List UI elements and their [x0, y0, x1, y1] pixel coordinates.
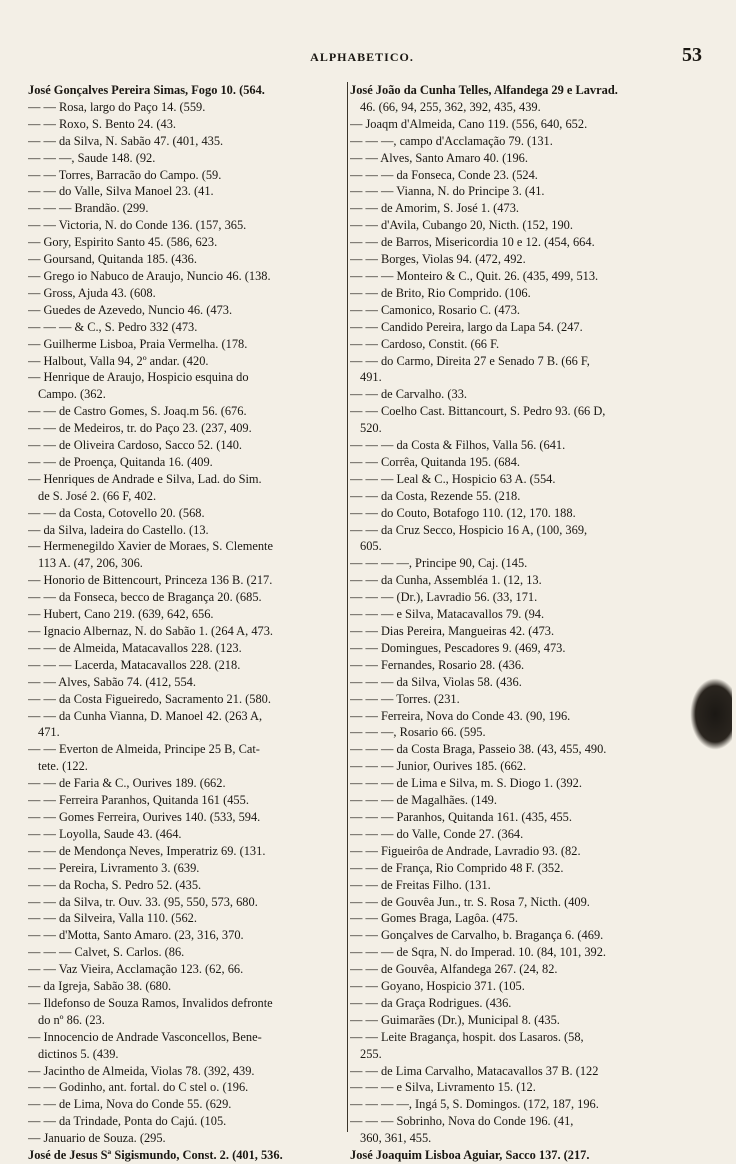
directory-entry-line: tete. (122.: [38, 759, 88, 774]
directory-entry-line: — Januario de Souza. (295.: [28, 1131, 166, 1146]
directory-entry-line: — — Gomes Braga, Lagôa. (475.: [350, 911, 518, 926]
directory-entry-line: — — de Amorim, S. José 1. (473.: [350, 201, 519, 216]
directory-entry-line: — — Corrêa, Quitanda 195. (684.: [350, 454, 520, 469]
directory-entry-line: 471.: [38, 725, 60, 740]
directory-entry-line: — — Alves, Santo Amaro 40. (196.: [350, 150, 528, 165]
directory-entry-line: — — Pereira, Livramento 3. (639.: [28, 860, 200, 875]
directory-entry-line: — — — Torres. (231.: [350, 691, 460, 706]
directory-entry-line: — — Gonçalves de Carvalho, b. Bragança 6. (469.: [350, 928, 604, 943]
directory-entry-line: — — de Freitas Filho. (131.: [350, 877, 491, 892]
directory-entry-line: — — de Mendonça Neves, Imperatriz 69. (131.: [28, 843, 266, 858]
directory-entry-line: — — — e Silva, Matacavallos 79. (94.: [350, 607, 545, 622]
directory-entry-line: — — de Gouvêa Jun., tr. S. Rosa 7, Nicth. (409.: [350, 894, 590, 909]
directory-entry-line: — — de Almeida, Matacavallos 228. (123.: [28, 640, 242, 655]
directory-entry-line: — Ildefonso de Souza Ramos, Invalidos defronte: [28, 995, 273, 1010]
binding-edge-shadow: [690, 678, 732, 750]
directory-entry-line: — Grego io Nabuco de Araujo, Nuncio 46. (138.: [28, 268, 271, 283]
directory-entry-line: de S. José 2. (66 F, 402.: [38, 488, 157, 503]
directory-entry-line: — — de França, Rio Comprido 48 F. (352.: [350, 860, 564, 875]
directory-entry-line: — — de Gouvêa, Alfandega 267. (24, 82.: [350, 962, 558, 977]
directory-entry-line: — Hubert, Cano 219. (639, 642, 656.: [28, 607, 214, 622]
directory-entry-line: — — — Lacerda, Matacavallos 228. (218.: [28, 657, 241, 672]
directory-entry-line: — — da Cunha, Assembléa 1. (12, 13.: [350, 573, 542, 588]
directory-entry-line: José Joaquim Lisboa Aguiar, Sacco 137. (217.: [350, 1148, 590, 1163]
directory-entry-line: — Hermenegildo Xavier de Moraes, S. Clemente: [28, 539, 273, 554]
directory-entry-line: — — de Medeiros, tr. do Paço 23. (237, 409.: [28, 421, 252, 436]
directory-entry-line: — — da Costa Figueiredo, Sacramento 21. (580.: [28, 691, 271, 706]
running-title: ALPHABETICO.: [310, 50, 414, 64]
directory-entry-line: — — — da Costa Braga, Passeio 38. (43, 455, 490.: [350, 742, 607, 757]
directory-entry-line: — — da Silva, tr. Ouv. 33. (95, 550, 573, 680.: [28, 894, 258, 909]
directory-entry-line: — — do Carmo, Direita 27 e Senado 7 B. (66 F,: [350, 353, 590, 368]
directory-entry-line: — — Guimarães (Dr.), Municipal 8. (435.: [350, 1012, 560, 1027]
directory-entry-line: — — Rosa, largo do Paço 14. (559.: [28, 99, 206, 114]
directory-entry-line: — — — da Costa & Filhos, Valla 56. (641.: [350, 438, 566, 453]
directory-entry-line: — Ignacio Albernaz, N. do Sabão 1. (264 A, 473.: [28, 624, 274, 638]
directory-entry-line: — — — —, Ingá 5, S. Domingos. (172, 187, 196.: [350, 1097, 599, 1112]
directory-entry-line: — — — & C., S. Pedro 332 (473.: [28, 319, 198, 334]
directory-entry-line: — — Everton de Almeida, Principe 25 B, Cat-: [28, 742, 260, 757]
directory-entry-line: — — de Lima, Nova do Conde 55. (629.: [28, 1097, 232, 1112]
directory-entry-line: — — — Monteiro & C., Quit. 26. (435, 499, 513.: [350, 268, 599, 283]
directory-columns: [28, 82, 696, 1163]
directory-entry-line: — — de Lima Carvalho, Matacavallos 37 B. (122: [350, 1063, 599, 1078]
directory-entry-line: — — de Faria & C., Ourives 189. (662.: [28, 776, 226, 791]
directory-entry-line: — — Godinho, ant. fortal. do C stel o. (196.: [28, 1080, 249, 1095]
directory-entry-line: 255.: [360, 1046, 382, 1061]
directory-entry-line: — — de Proença, Quitanda 16. (409.: [28, 454, 213, 469]
directory-entry-line: 605.: [360, 539, 382, 554]
directory-entry-line: 113 A. (47, 206, 306.: [38, 556, 143, 571]
directory-entry-line: — — Figueirôa de Andrade, Lavradio 93. (82.: [350, 843, 581, 858]
directory-entry-line: — Gory, Espirito Santo 45. (586, 623.: [28, 235, 218, 250]
directory-entry-line: — — da Cruz Secco, Hospicio 16 A, (100, 369,: [350, 522, 588, 537]
directory-entry-line: José de Jesus Sª Sigismundo, Const. 2. (401, 536.: [28, 1148, 283, 1163]
directory-entry-line: — — Coelho Cast. Bittancourt, S. Pedro 93. (66 D,: [350, 404, 606, 419]
directory-entry-line: — — de Barros, Misericordia 10 e 12. (454, 664.: [350, 235, 595, 250]
directory-entry-line: — — — da Silva, Violas 58. (436.: [350, 674, 522, 689]
directory-entry-line: — — — de Sqra, N. do Imperad. 10. (84, 101, 392.: [350, 945, 607, 960]
directory-entry-line: — — — de Magalhães. (149.: [350, 793, 497, 808]
directory-entry-line: — — do Couto, Botafogo 110. (12, 170. 188.: [350, 505, 576, 520]
directory-entry-line: — Guedes de Azevedo, Nuncio 46. (473.: [28, 302, 233, 317]
directory-entry-line: — — Loyolla, Saude 43. (464.: [28, 826, 182, 841]
directory-entry-line: — — Fernandes, Rosario 28. (436.: [350, 657, 525, 672]
directory-entry-line: — — de Brito, Rio Comprido. (106.: [350, 285, 531, 300]
directory-entry-line: — Gross, Ajuda 43. (608.: [28, 285, 156, 300]
directory-entry-line: — Guilherme Lisboa, Praia Vermelha. (178.: [28, 336, 248, 351]
directory-entry-line: — — d'Motta, Santo Amaro. (23, 316, 370.: [28, 928, 244, 943]
directory-entry-line: — da Igreja, Sabão 38. (680.: [28, 979, 172, 994]
directory-entry-line: — — —, Rosario 66. (595.: [350, 725, 486, 740]
directory-entry-line: 46. (66, 94, 255, 362, 392, 435, 439.: [360, 99, 541, 114]
directory-entry-line: — — — e Silva, Livramento 15. (12.: [350, 1080, 536, 1095]
directory-entry-line: José João da Cunha Telles, Alfandega 29 e Lavrad.: [350, 83, 618, 97]
directory-entry-line: — — — Brandão. (299.: [28, 201, 149, 216]
directory-entry-line: — da Silva, ladeira do Castello. (13.: [28, 522, 209, 537]
directory-entry-line: — Henrique de Araujo, Hospicio esquina do: [28, 370, 249, 385]
directory-entry-line: — — Borges, Violas 94. (472, 492.: [350, 252, 526, 267]
directory-entry-line: — — — (Dr.), Lavradio 56. (33, 171.: [350, 590, 538, 605]
column-divider: [347, 82, 348, 1132]
page-number: 53: [682, 44, 702, 66]
page-header: [30, 44, 702, 74]
directory-entry-line: — — de Castro Gomes, S. Joaq.m 56. (676.: [28, 404, 247, 419]
right-column: [350, 82, 668, 1163]
directory-entry-line: — — da Fonseca, becco de Bragança 20. (685.: [28, 590, 262, 605]
directory-entry-line: — — Cardoso, Constit. (66 F.: [350, 336, 500, 351]
directory-entry-line: — — Candido Pereira, largo da Lapa 54. (247.: [350, 319, 583, 334]
directory-entry-line: — — — Leal & C., Hospicio 63 A. (554.: [350, 471, 556, 486]
directory-entry-line: 491.: [360, 370, 382, 385]
directory-entry-line: — Honorio de Bittencourt, Princeza 136 B. (217.: [28, 573, 273, 588]
directory-entry-line: — Innocencio de Andrade Vasconcellos, Bene-: [28, 1029, 262, 1044]
directory-entry-line: — Joaqm d'Almeida, Cano 119. (556, 640, 652.: [350, 116, 588, 131]
directory-entry-line: — — — Sobrinho, Nova do Conde 196. (41,: [350, 1114, 574, 1129]
directory-entry-line: — — —, campo d'Acclamação 79. (131.: [350, 133, 553, 148]
directory-entry-line: — — da Silva, N. Sabão 47. (401, 435.: [28, 133, 224, 148]
directory-entry-line: — Goursand, Quitanda 185. (436.: [28, 252, 197, 267]
directory-entry-line: 360, 361, 455.: [360, 1131, 432, 1146]
directory-entry-line: — — — Junior, Ourives 185. (662.: [350, 759, 527, 774]
directory-entry-line: — Jacintho de Almeida, Violas 78. (392, 439.: [28, 1063, 255, 1078]
left-column: [28, 82, 346, 1163]
directory-entry-line: — — da Rocha, S. Pedro 52. (435.: [28, 877, 202, 892]
directory-entry-line: — — de Oliveira Cardoso, Sacco 52. (140.: [28, 438, 243, 453]
directory-entry-line: — — Camonico, Rosario C. (473.: [350, 302, 521, 317]
directory-entry-line: — — Gomes Ferreira, Ourives 140. (533, 594.: [28, 809, 261, 824]
directory-entry-line: — — de Carvalho. (33.: [350, 387, 467, 402]
directory-entry-line: — — — Calvet, S. Carlos. (86.: [28, 945, 185, 960]
directory-entry-line: — — da Trindade, Ponta do Cajú. (105.: [28, 1114, 227, 1129]
directory-entry-line: — — Victoria, N. do Conde 136. (157, 365.: [28, 218, 247, 233]
directory-entry-line: dictinos 5. (439.: [38, 1046, 119, 1061]
directory-entry-line: — — Alves, Sabão 74. (412, 554.: [28, 674, 196, 689]
directory-entry-line: — — — Paranhos, Quitanda 161. (435, 455.: [350, 809, 572, 824]
directory-entry-line: José Gonçalves Pereira Simas, Fogo 10. (564.: [28, 83, 265, 97]
directory-entry-line: — — Dias Pereira, Mangueiras 42. (473.: [350, 624, 555, 638]
directory-entry-line: — — da Costa, Cotovello 20. (568.: [28, 505, 205, 520]
directory-entry-line: — — da Silveira, Valla 110. (562.: [28, 911, 197, 926]
directory-entry-line: — — Vaz Vieira, Acclamação 123. (62, 66.: [28, 962, 244, 977]
directory-entry-line: — — da Cunha Vianna, D. Manoel 42. (263 A,: [28, 708, 263, 723]
directory-entry-line: — — — do Valle, Conde 27. (364.: [350, 826, 524, 841]
directory-entry-line: — — do Valle, Silva Manoel 23. (41.: [28, 184, 214, 199]
directory-entry-line: — — d'Avila, Cubango 20, Nicth. (152, 190.: [350, 218, 573, 233]
directory-entry-line: Campo. (362.: [38, 387, 106, 402]
directory-entry-line: — — Goyano, Hospicio 371. (105.: [350, 979, 525, 994]
directory-entry-line: — — — Vianna, N. do Principe 3. (41.: [350, 184, 545, 199]
directory-entry-line: — — Ferreira Paranhos, Quitanda 161 (455.: [28, 793, 249, 808]
directory-entry-line: — — — de Lima e Silva, m. S. Diogo 1. (392.: [350, 776, 582, 791]
directory-entry-line: — — — —, Principe 90, Caj. (145.: [350, 556, 528, 571]
directory-entry-line: — — Torres, Barracão do Campo. (59.: [28, 167, 222, 182]
directory-entry-line: — — Domingues, Pescadores 9. (469, 473.: [350, 640, 566, 655]
directory-entry-line: 520.: [360, 421, 382, 436]
directory-entry-line: — — Ferreira, Nova do Conde 43. (90, 196.: [350, 708, 571, 723]
directory-entry-line: — — da Costa, Rezende 55. (218.: [350, 488, 521, 503]
directory-entry-line: — — Roxo, S. Bento 24. (43.: [28, 116, 177, 131]
directory-entry-line: — — — da Fonseca, Conde 23. (524.: [350, 167, 538, 182]
directory-entry-line: — — —, Saude 148. (92.: [28, 150, 156, 165]
directory-entry-line: — — Leite Bragança, hospit. dos Lasaros. (58,: [350, 1029, 584, 1044]
directory-entry-line: do nº 86. (23.: [38, 1012, 105, 1027]
directory-entry-line: — Halbout, Valla 94, 2º andar. (420.: [28, 353, 209, 368]
directory-entry-line: — Henriques de Andrade e Silva, Lad. do Sim.: [28, 471, 262, 486]
directory-entry-line: — — da Graça Rodrigues. (436.: [350, 995, 512, 1010]
